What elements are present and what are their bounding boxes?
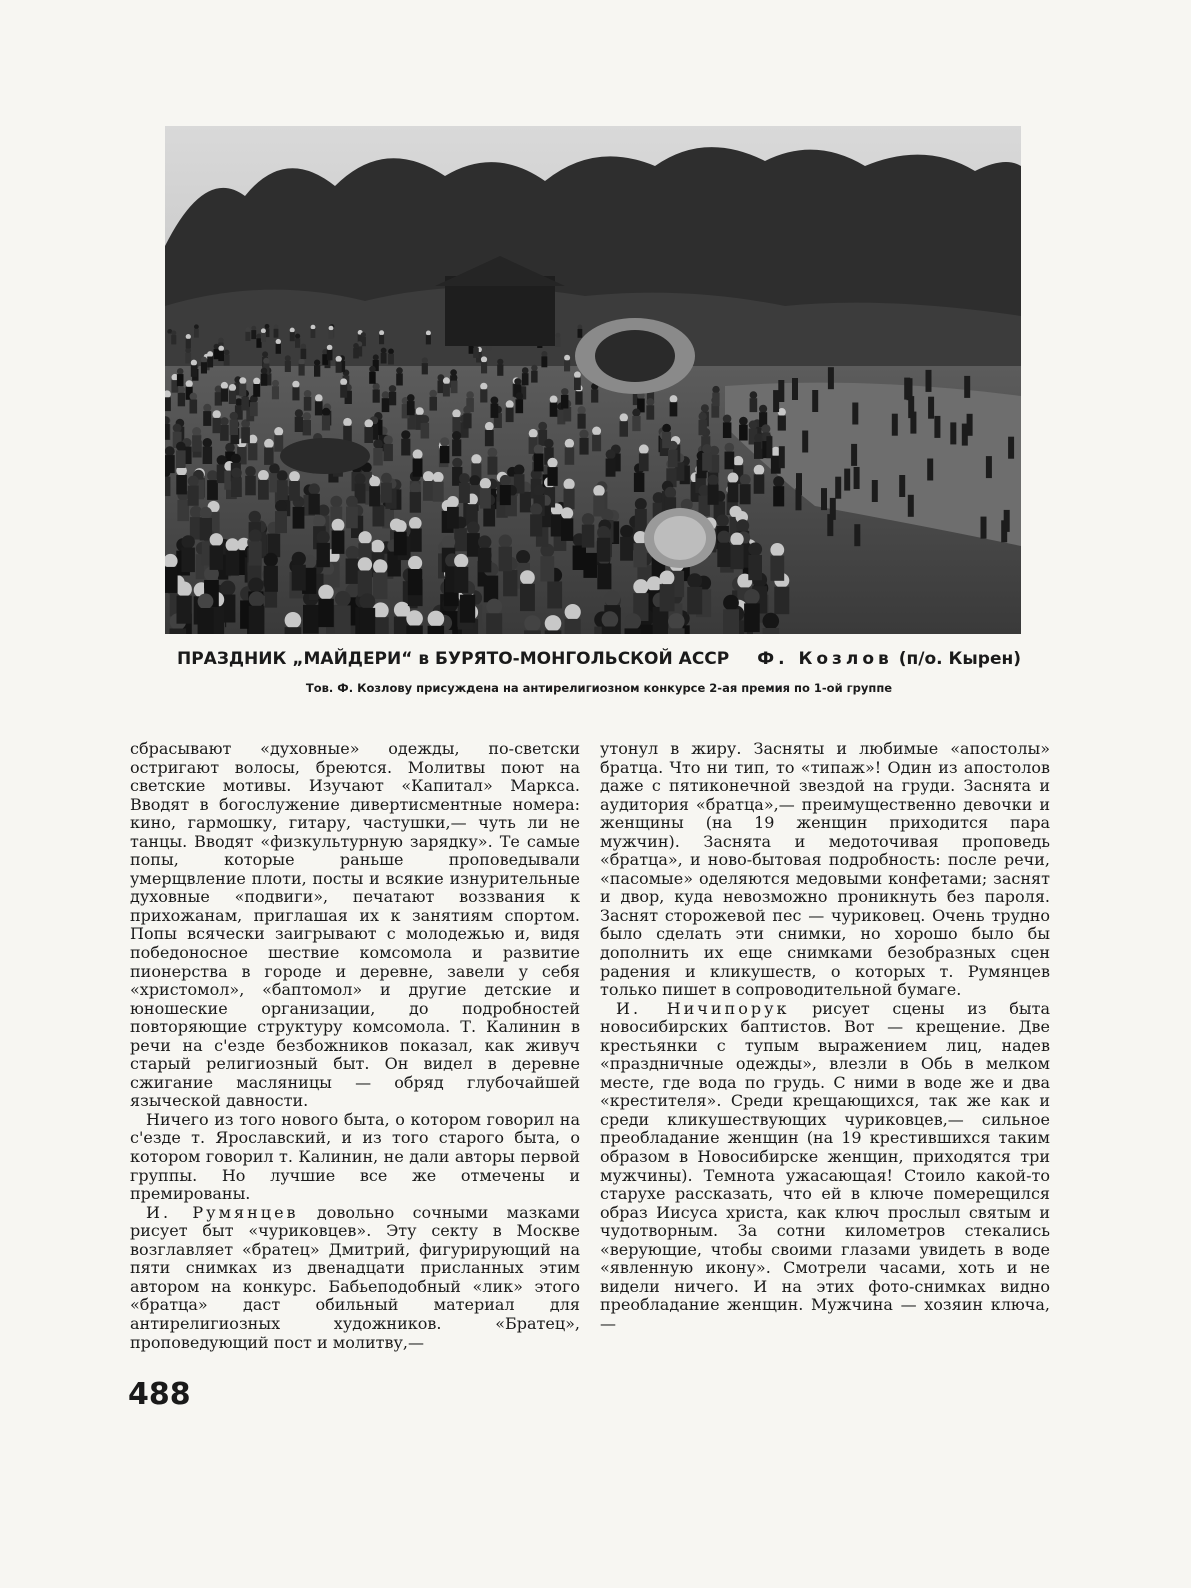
right-paragraph-2-text: рисует сцены из быта новосибирских баптистов. Вот — крещение. Две крестьянки с тупым выражением лиц, надев «праздничные одежды», влезли в Обь в мелком месте, где вода по грудь. С ними в воде же и два «крестителя». Среди крещающихся, так же как и среди кликушествующих чуриковцев,— сильное преобладание женщин (на 19 крестившихся таким образом в Новосибирске женщин, приходятся три мужчины). Темнота ужасающая! Стоило какой-то старухе рассказать, что ей в ключе померещился образ Иисуса христа, как ключ прослыл святым и чудотворным. За сотни километров стекались «верующие, чтобы своими глазами увидеть в воде «явленную икону». Смотрели часами, хоть и не видели ничего. И на этих фото-снимках видно преобладание женщин. Мужчина — хозяин ключа,— — [600, 998, 1051, 1333]
photo-caption-title — [165, 649, 1033, 669]
right-paragraph-1: утонул в жиру. Засняты и любимые «апостолы» братца. Что ни тип, то «типаж»! Один из апостолов даже с пятиконечной звездой на груди. Заснята и аудитория «братца»,— преимущественно девочки и женщины (на 19 женщин приходится пара мужчин). Заснята и медоточивая проповедь «братца», и ново-бытовая подробность: после речи, «пасомые» оделяются медовыми конфетами; заснят и двор, куда невозможно проникнуть без пароля. Заснят сторожевой пес — чуриковец. Очень трудно было сделать эти снимки, но хорошо было бы дополнить их еще снимками безобразных сцен радения и кликушеств, о которых т. Румянцев только пишет в сопроводительной бумаге. — [600, 739, 1050, 1000]
right-paragraph-2 — [600, 1000, 1050, 1334]
left-paragraph-3 — [130, 1204, 580, 1352]
author-name-nichiporuk: И. Ничипорук — [616, 998, 790, 1018]
page-number: 488 — [128, 1377, 191, 1412]
left-text-column — [130, 740, 580, 1352]
left-paragraph-1: сбрасывают «духовные» одежды, по-светски остригают волосы, бреются. Молитвы поют на светские мотивы. Изучают «Капитал» Маркса. Вводят в богослужение дивертисментные номера: кино, гармошку, гитару, частушки,— чуть ли не танцы. Вводят «физкультурную зарядку». Те самые попы, которые раньше проповедывали умерщвление плоти, посты и всякие изнурительные духовные «подвиги», печатают воззвания к прихожанам, приглашая их к занятиям спортом. Попы всячески заигрывают с молодежью и, видя победоносное шествие комсомола и развитие пионерства в городе и деревне, завели у себя «христомол», «баптомол» и другие детские и юношеские организации, до подробностей повторяющие структуру комсомола. Т. Калинин в речи на с'езде безбожников показал, как живуч старый религиозный быт. Он видел в деревне сжигание масляницы — обряд глубочайшей языческой давности. — [130, 739, 580, 1111]
left-paragraph-2: Ничего из того нового быта, о котором говорил на с'езде т. Ярославский, и из того старого быта, о котором говорил т. Калинин, не дали авторы первой группы. Но лучшие все же отмечены и премированы. — [130, 1109, 580, 1204]
left-paragraph-3-text: довольно сочными мазками рисует быт «чуриковцев». Эту секту в Москве возглавляет «братец» Дмитрий, фигурирующий на пяти снимках из двенадцати присланных этим автором на конкурс. Бабьеподобный «лик» этого «братца» даст обильный материал для антирелигиозных художников. «Братец», проповедующий пост и молитву,— — [130, 1202, 580, 1352]
festival-photo — [165, 126, 1021, 634]
caption-author-location: (п/о. Кырен) — [898, 649, 1021, 669]
caption-title-text: ПРАЗДНИК „МАЙДЕРИ“ в БУРЯТО-МОНГОЛЬСКОЙ АССР — [177, 649, 730, 669]
crowd-festival-photo-icon — [165, 126, 1021, 634]
caption-author: Ф. Козлов — [757, 649, 893, 669]
right-text-column — [600, 740, 1050, 1334]
author-name-rumyantsev: И. Румянцев — [146, 1202, 299, 1222]
photo-caption-subtitle: Тов. Ф. Козлову присуждена на антирелигиозном конкурсе 2-ая премия по 1-ой группе — [305, 681, 893, 695]
